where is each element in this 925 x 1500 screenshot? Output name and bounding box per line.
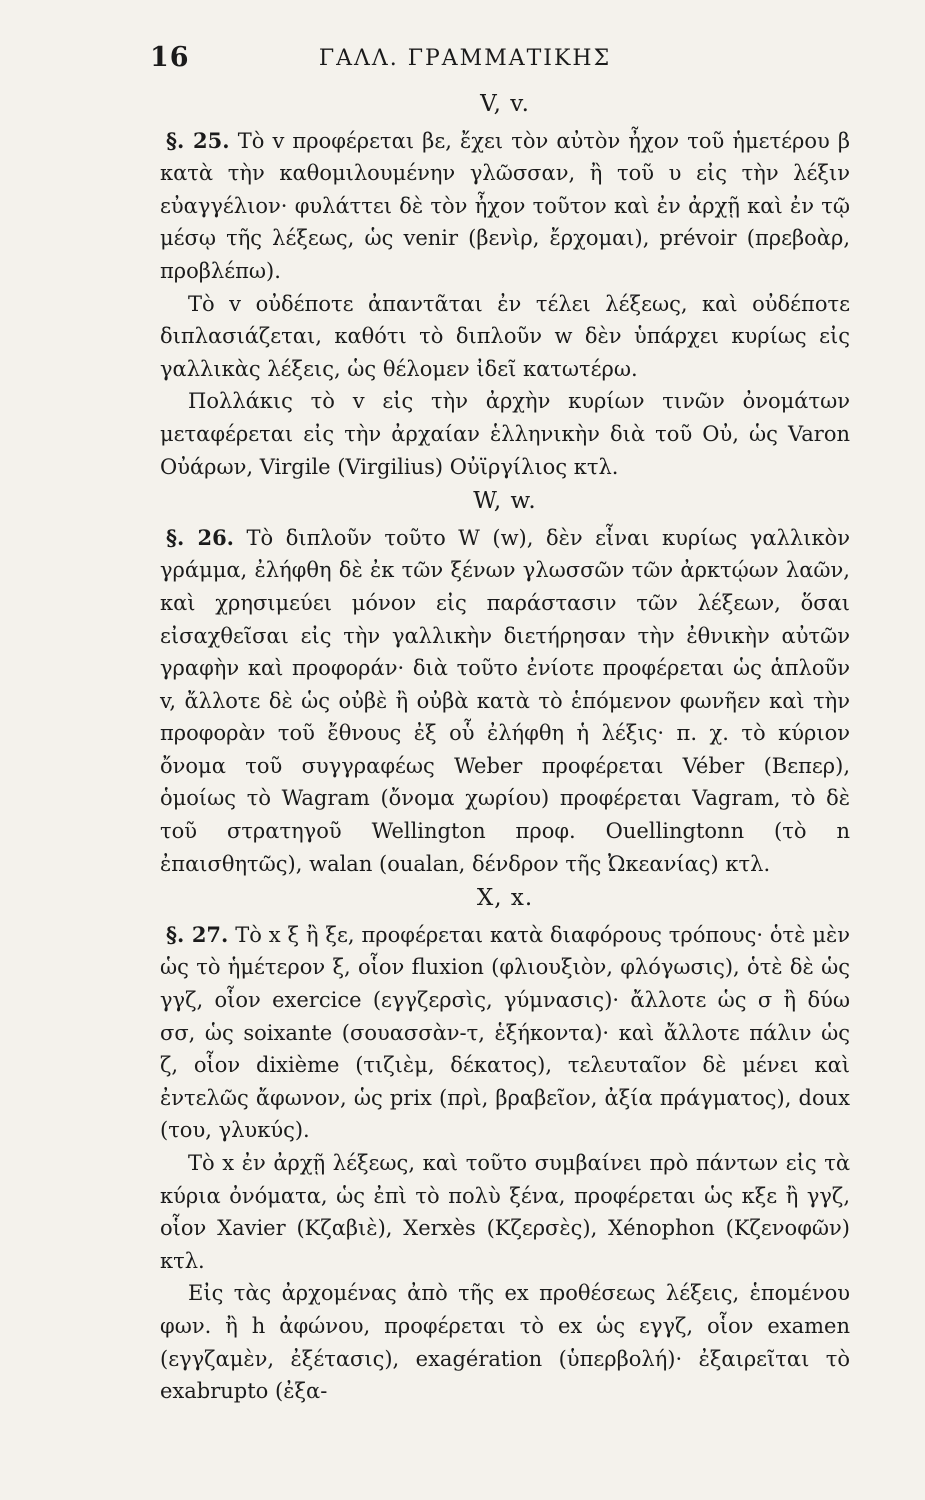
- section-number-26: §. 26.: [166, 524, 234, 550]
- section-number-27: §. 27.: [166, 921, 229, 947]
- section-heading-w: W, w.: [473, 488, 537, 515]
- paragraph-text: Τὸ x ξ ἢ ξε, προφέρεται κατὰ διαφόρους τρόπους· ὁτὲ μὲν ὡς τὸ ἡμέτερον ξ, οἷον fluxion (φλιουξιὸν, φλόγωσις), ὁτὲ δὲ ὡς γγζ, οἷον exercice (εγγζερσὶς, γύμνασις)· ἄλλοτε ὡς σ ἢ δύω σσ, ὡς soixante (σουασσὰν-τ, ἑξήκοντα)· καὶ ἄλλοτε πάλιν ὡς ζ, οἷον dixième (τιζιὲμ, δέκατος), τελευταῖον δὲ μένει καὶ ἐντελῶς ἄφωνον, ὡς prix (πρὶ, βραβεῖον, ἀξία πράγματος), doux (του, γλυκύς).: [160, 922, 850, 1143]
- paragraph-x-3: Εἰς τὰς ἀρχομένας ἀπὸ τῆς ex προθέσεως λέξεις, ἑπομένου φων. ἢ h ἀφώνου, προφέρεται τὸ ex ὡς εγγζ, οἷον examen (εγγζαμὲν, ἐξέτασις), exagération (ὑπερβολή)· ἐξαιρεῖται τὸ exabrupto (ἐξα-: [160, 1281, 850, 1404]
- paragraph-x-2: Τὸ x ἐν ἀρχῇ λέξεως, καὶ τοῦτο συμβαίνει πρὸ πάντων εἰς τὰ κύρια ὀνόματα, ὡς ἐπὶ τὸ πολὺ ξένα, προφέρεται ὡς κξε ἢ γγζ, οἷον Xavier (Κζαβιὲ), Xerxès (Κζερσὲς), Xénophon (Κζενοφῶν) κτλ.: [160, 1151, 850, 1273]
- paragraph-w-1: [160, 522, 850, 881]
- section-heading-v: V, v.: [480, 91, 530, 117]
- paragraph-v-2: Τὸ v οὐδέποτε ἀπαντᾶται ἐν τέλει λέξεως, καὶ οὐδέποτε διπλασιάζεται, καθότι τὸ διπλοῦν w δὲν ὑπάρχει κυρίως εἰς γαλλικὰς λέξεις, ὡς θέλομεν ἰδεῖ κατωτέρω.: [160, 291, 850, 381]
- paragraph-v-1: [160, 125, 850, 288]
- paragraph-v-3: Πολλάκις τὸ v εἰς τὴν ἀρχὴν κυρίων τινῶν ὀνομάτων μεταφέρεται εἰς τὴν ἀρχαίαν ἑλληνικὴν διὰ τοῦ Οὐ, ὡς Varon Οὐάρων, Virgile (Virgilius) Οὐϊργίλιος κτλ.: [160, 389, 850, 479]
- paragraph-text: Τὸ διπλοῦν τοῦτο W (w), δὲν εἶναι κυρίως γαλλικὸν γράμμα, ἐλήφθη δὲ ἐκ τῶν ξένων γλωσσῶν τῶν ἀρκτῴων λαῶν, καὶ χρησιμεύει μόνον εἰς παράστασιν τῶν λέξεων, ὅσαι εἰσαχθεῖσαι εἰς τὴν γαλλικὴν διετήρησαν τὴν ἐθνικὴν αὐτῶν γραφὴν καὶ προφοράν· διὰ τοῦτο ἐνίοτε προφέρεται ὡς ἁπλοῦν v, ἄλλοτε δὲ ὡς οὐβὲ ἢ οὐβὰ κατὰ τὸ ἑπόμενον φωνῆεν καὶ τὴν προφορὰν τοῦ ἔθνους ἐξ οὗ ἐλήφθη ἡ λέξις· π. χ. τὸ κύριον ὄνομα τοῦ συγγραφέως Weber προφέρεται Véber (Βεπερ), ὁμοίως τὸ Wagram (ὄνομα χωρίου) προφέρεται Vagram, τὸ δὲ τοῦ στρατηγοῦ Wellington προφ. Ouellingtonn (τὸ n ἐπαισθητῶς), walan (oualan, δένδρον τῆς Ὠκεανίας) κτλ.: [160, 525, 850, 876]
- paragraph-text: Τὸ v προφέρεται βε, ἔχει τὸν αὐτὸν ἦχον τοῦ ἡμετέρου β κατὰ τὴν καθομιλουμένην γλῶσσαν, ἢ τοῦ υ εἰς τὴν λέξιν εὐαγγέλιον· φυλάττει δὲ τὸν ἦχον τοῦτον καὶ ἐν ἀρχῇ καὶ ἐν τῷ μέσῳ τῆς λέξεως, ὡς venir (βενὶρ, ἔρχομαι), prévoir (πρεβοὰρ, προβλέπω).: [160, 128, 850, 283]
- page-header: [150, 42, 780, 78]
- running-title: ΓΑΛΛ. ΓΡΑΜΜΑΤΙΚΗΣ: [318, 46, 612, 71]
- page-body: [160, 86, 850, 1408]
- section-number-25: §. 25.: [166, 127, 230, 153]
- page-number: 16: [150, 42, 190, 73]
- paragraph-x-1: [160, 919, 850, 1147]
- section-heading-x: X, x.: [476, 885, 534, 912]
